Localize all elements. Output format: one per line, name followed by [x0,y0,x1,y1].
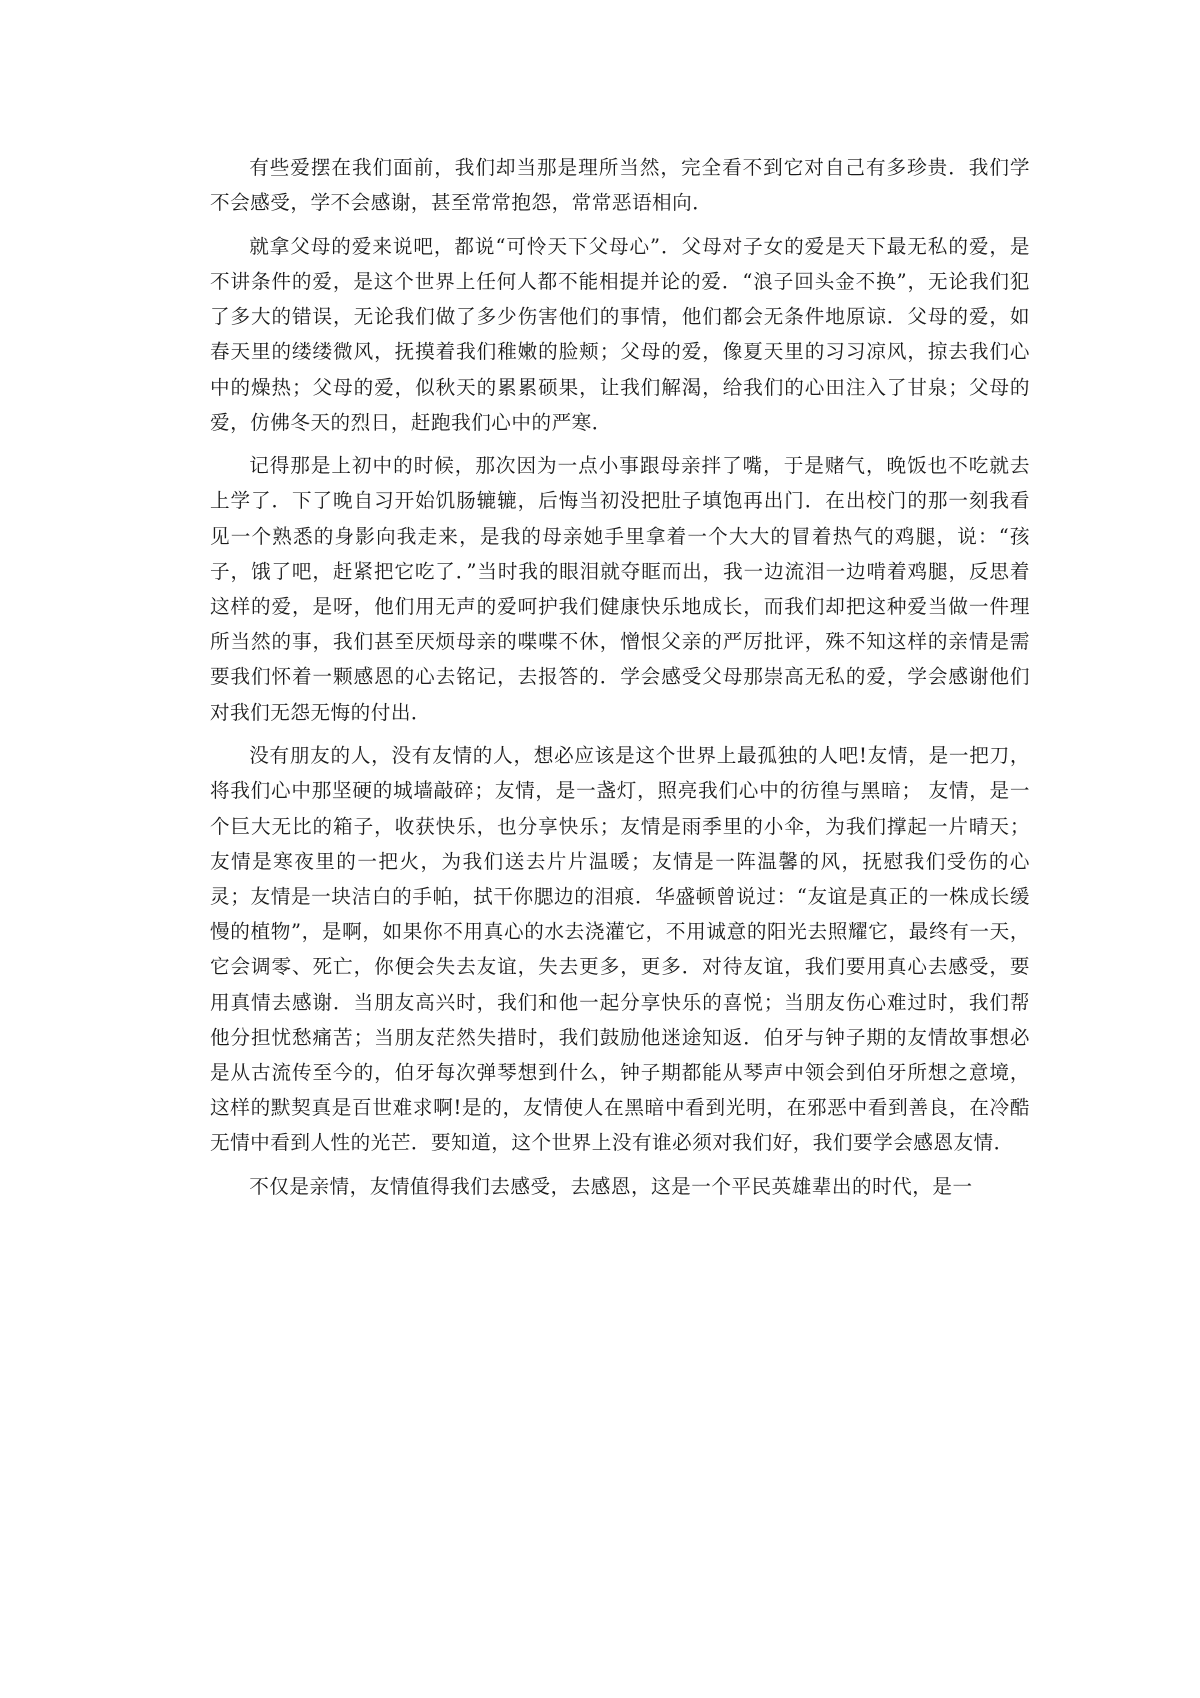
document-body [210,150,1030,1212]
paragraph-1: 有些爱摆在我们面前，我们却当那是理所当然，完全看不到它对自己有多珍贵．我们学不会感受，学不会感谢，甚至常常抱怨，常常恶语相向． [210,156,1030,215]
paragraph-3: 记得那是上初中的时候，那次因为一点小事跟母亲拌了嘴，于是赌气，晚饭也不吃就去上学了．下了晚自习开始饥肠辘辘，后悔当初没把肚子填饱再出门．在出校门的那一刻我看见一个熟悉的身影向我走来，是我的母亲她手里拿着一个大大的冒着热气的鸡腿，说：“孩子，饿了吧，赶紧把它吃了．”当时我的眼泪就夺眶而出，我一边流泪一边啃着鸡腿，反思着这样的爱，是呀，他们用无声的爱呵护我们健康快乐地成长，而我们却把这种爱当做一件理所当然的事，我们甚至厌烦母亲的喋喋不休，憎恨父亲的严厉批评，殊不知这样的亲情是需要我们怀着一颗感恩的心去铭记，去报答的．学会感受父母那崇高无私的爱，学会感谢他们对我们无怨无悔的付出． [210,454,1030,724]
paragraph-5: 不仅是亲情，友情值得我们去感受，去感恩，这是一个平民英雄辈出的时代，是一 [249,1174,973,1198]
paragraph-4: 没有朋友的人，没有友情的人，想必应该是这个世界上最孤独的人吧!友情，是一把刀，将我们心中那坚硬的城墙敲碎；友情，是一盏灯，照亮我们心中的彷徨与黑暗； 友情，是一个巨大无比的箱子，收获快乐，也分享快乐；友情是雨季里的小伞，为我们撑起一片晴天；友情是寒夜里的一把火，为我们送去片片温暖；友情是一阵温馨的风，抚慰我们受伤的心灵；友情是一块洁白的手帕，拭干你腮边的泪痕．华盛顿曾说过：“友谊是真正的一株成长缓慢的植物”，是啊，如果你不用真心的水去浇灌它，不用诚意的阳光去照耀它，最终有一天，它会调零、死亡，你便会失去友谊，失去更多，更多．对待友谊，我们要用真心去感受，要用真情去感谢．当朋友高兴时，我们和他一起分享快乐的喜悦；当朋友伤心难过时，我们帮他分担忧愁痛苦；当朋友茫然失措时，我们鼓励他迷途知返．伯牙与钟子期的友情故事想必是从古流传至今的，伯牙每次弹琴想到什么，钟子期都能从琴声中领会到伯牙所想之意境，这样的默契真是百世难求啊!是的，友情使人在黑暗中看到光明，在邪恶中看到善良，在冷酷无情中看到人性的光芒．要知道，这个世界上没有谁必须对我们好，我们要学会感恩友情． [210,744,1030,1155]
paragraph-2: 就拿父母的爱来说吧，都说“可怜天下父母心”．父母对子女的爱是天下最无私的爱，是不讲条件的爱，是这个世界上任何人都不能相提并论的爱．“浪子回头金不换”，无论我们犯了多大的错误，无论我们做了多少伤害他们的事情，他们都会无条件地原谅．父母的爱，如春天里的缕缕微风，抚摸着我们稚嫩的脸颊；父母的爱，像夏天里的习习凉风，掠去我们心中的燥热；父母的爱，似秋天的累累硕果，让我们解渴，给我们的心田注入了甘泉；父母的爱，仿佛冬天的烈日，赶跑我们心中的严寒． [210,234,1030,434]
